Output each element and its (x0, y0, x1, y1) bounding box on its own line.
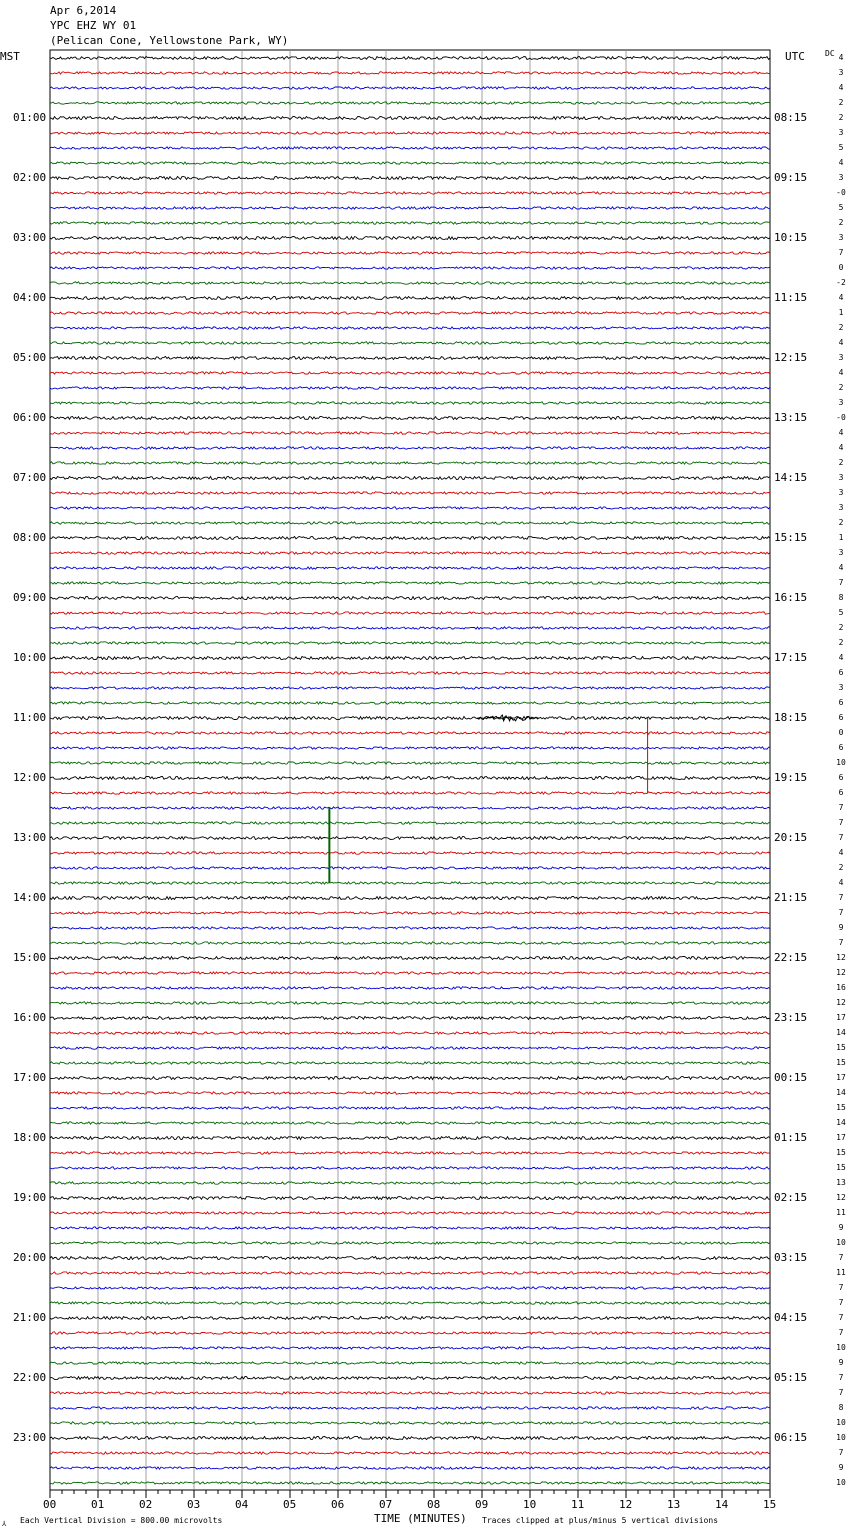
right-hour-label: 11:15 (774, 291, 808, 304)
dc-offset-label: 2 (838, 638, 844, 647)
dc-offset-label: 10 (836, 758, 846, 767)
trace (50, 1212, 770, 1214)
right-hour-label: 14:15 (774, 471, 808, 484)
dc-offset-label: 2 (838, 863, 844, 872)
dc-offset-label: 8 (838, 593, 844, 602)
dc-offset-label: 13 (836, 1178, 846, 1187)
dc-offset-label: 14 (836, 1028, 846, 1037)
left-hour-label: 18:00 (13, 1131, 47, 1144)
dc-offset-label: 4 (838, 368, 844, 377)
trace (50, 1047, 770, 1049)
dc-offset-label: 14 (836, 1118, 846, 1127)
dc-offset-label: 7 (838, 893, 844, 902)
trace (50, 672, 770, 674)
trace (50, 117, 770, 120)
dc-offset-label: 7 (838, 908, 844, 917)
trace (50, 447, 770, 449)
left-hour-label: 17:00 (13, 1071, 47, 1084)
chart-channel: YPC EHZ WY 01 (50, 19, 137, 32)
trace (50, 1182, 770, 1184)
trace (50, 552, 770, 554)
trace (50, 912, 770, 914)
dc-offset-label: 1 (838, 308, 844, 317)
dc-offset-label: 4 (838, 158, 844, 167)
dc-offset-label: 3 (838, 68, 844, 77)
trace (50, 312, 770, 314)
right-hour-label: 21:15 (774, 891, 808, 904)
trace (50, 732, 770, 734)
dc-offset-label: 7 (838, 1283, 844, 1292)
right-hour-label: 08:15 (774, 111, 808, 124)
trace (50, 1152, 770, 1154)
trace (50, 417, 770, 420)
left-hour-label: 21:00 (13, 1311, 47, 1324)
dc-offset-label: 7 (838, 578, 844, 587)
dc-offset-label: 12 (836, 998, 846, 1007)
dc-offset-label: 8 (838, 1403, 844, 1412)
dc-offset-label: 6 (838, 773, 844, 782)
trace (50, 1167, 770, 1169)
left-hour-label: 03:00 (13, 231, 47, 244)
dc-offset-label: 7 (838, 1253, 844, 1262)
trace (50, 477, 770, 480)
trace (50, 702, 770, 704)
left-hour-label: 12:00 (13, 771, 47, 784)
left-hour-label: 07:00 (13, 471, 47, 484)
dc-offset-label: 2 (838, 458, 844, 467)
dc-offset-label: 10 (836, 1478, 846, 1487)
dc-offset-label: 7 (838, 1298, 844, 1307)
x-tick-label: 06 (331, 1498, 345, 1511)
trace (50, 342, 770, 344)
trace (50, 1377, 770, 1380)
trace (50, 747, 770, 749)
right-hour-label: 01:15 (774, 1131, 808, 1144)
x-tick-label: 03 (187, 1498, 201, 1511)
left-hour-label: 16:00 (13, 1011, 47, 1024)
trace (50, 1077, 770, 1080)
dc-offset-label: 2 (838, 113, 844, 122)
dc-offset-label: 2 (838, 98, 844, 107)
trace (50, 1107, 770, 1109)
dc-offset-label: 4 (838, 878, 844, 887)
dc-offset-label: 14 (836, 1088, 846, 1097)
dc-offset-label: 10 (836, 1343, 846, 1352)
x-tick-label: 13 (667, 1498, 681, 1511)
trace (50, 237, 770, 240)
trace (50, 657, 770, 660)
dc-offset-label: 12 (836, 968, 846, 977)
trace (50, 1287, 770, 1289)
right-hour-label: 17:15 (774, 651, 808, 664)
dc-offset-label: 7 (838, 248, 844, 257)
trace (50, 942, 770, 944)
left-hour-label: 20:00 (13, 1251, 47, 1264)
trace (50, 837, 770, 840)
trace (50, 177, 770, 180)
trace (50, 627, 770, 629)
dc-offset-label: 3 (838, 473, 844, 482)
dc-offset-label: 2 (838, 218, 844, 227)
trace (50, 1437, 770, 1440)
x-tick-label: 12 (619, 1498, 633, 1511)
left-hour-label: 05:00 (13, 351, 47, 364)
dc-offset-label: 0 (838, 263, 844, 272)
dc-offset-label: 10 (836, 1418, 846, 1427)
right-hour-label: 12:15 (774, 351, 808, 364)
trace (50, 867, 770, 869)
x-tick-label: 05 (283, 1498, 297, 1511)
x-tick-label: 00 (43, 1498, 57, 1511)
dc-label: DC (825, 49, 835, 58)
left-hour-label: 23:00 (13, 1431, 47, 1444)
right-hour-label: 18:15 (774, 711, 808, 724)
trace (50, 147, 770, 149)
dc-offset-label: 4 (838, 848, 844, 857)
x-tick-label: 07 (379, 1498, 393, 1511)
dc-offset-label: 17 (836, 1133, 846, 1142)
dc-offset-label: 5 (838, 608, 844, 617)
dc-offset-label: 7 (838, 1448, 844, 1457)
trace (50, 1452, 770, 1454)
trace (50, 1032, 770, 1034)
dc-offset-label: 4 (838, 53, 844, 62)
trace (50, 1422, 770, 1424)
x-tick-label: 01 (91, 1498, 105, 1511)
trace (50, 807, 770, 809)
x-tick-label: 02 (139, 1498, 153, 1511)
trace (50, 1062, 770, 1064)
left-hour-label: 22:00 (13, 1371, 47, 1384)
chart-date: Apr 6,2014 (50, 4, 117, 17)
trace (50, 762, 770, 764)
dc-offset-label: -0 (836, 188, 846, 197)
trace (50, 522, 770, 524)
trace (50, 642, 770, 644)
x-tick-label: 10 (523, 1498, 537, 1511)
x-tick-label: 08 (427, 1498, 441, 1511)
trace (50, 1197, 770, 1200)
trace (50, 537, 770, 540)
right-hour-label: 05:15 (774, 1371, 808, 1384)
dc-offset-label: 15 (836, 1058, 846, 1067)
left-hour-label: 02:00 (13, 171, 47, 184)
right-timezone-label: UTC (785, 50, 805, 63)
left-hour-label: 09:00 (13, 591, 47, 604)
trace (50, 102, 770, 104)
trace (50, 1122, 770, 1124)
dc-offset-label: 3 (838, 548, 844, 557)
trace (50, 1137, 770, 1140)
trace (50, 777, 770, 780)
right-hour-label: 09:15 (774, 171, 808, 184)
trace (50, 1362, 770, 1364)
trace (50, 207, 770, 209)
dc-offset-label: -0 (836, 413, 846, 422)
dc-offset-label: 0 (838, 728, 844, 737)
right-hour-label: 10:15 (774, 231, 808, 244)
dc-offset-label: 4 (838, 428, 844, 437)
dc-offset-label: 2 (838, 518, 844, 527)
dc-offset-label: 9 (838, 1358, 844, 1367)
dc-offset-label: 7 (838, 833, 844, 842)
dc-offset-label: 15 (836, 1103, 846, 1112)
dc-offset-label: 15 (836, 1148, 846, 1157)
dc-offset-label: 10 (836, 1238, 846, 1247)
right-hour-label: 19:15 (774, 771, 808, 784)
dc-offset-label: 7 (838, 818, 844, 827)
trace (50, 507, 770, 509)
dc-offset-label: 6 (838, 668, 844, 677)
trace (50, 1317, 770, 1320)
dc-offset-label: 12 (836, 1193, 846, 1202)
dc-offset-label: 4 (838, 443, 844, 452)
trace (50, 357, 770, 360)
dc-offset-label: 7 (838, 938, 844, 947)
trace (50, 882, 770, 884)
trace (50, 717, 770, 720)
dc-offset-label: 3 (838, 353, 844, 362)
dc-offset-label: 11 (836, 1268, 846, 1277)
dc-offset-label: 7 (838, 1313, 844, 1322)
right-hour-label: 16:15 (774, 591, 808, 604)
right-hour-label: 22:15 (774, 951, 808, 964)
trace (50, 957, 770, 960)
trace (50, 897, 770, 900)
trace (50, 432, 770, 434)
trace (50, 462, 770, 464)
dc-offset-label: 7 (838, 803, 844, 812)
trace (50, 282, 770, 284)
dc-offset-label: 4 (838, 563, 844, 572)
x-axis-label: TIME (MINUTES) (374, 1512, 467, 1525)
right-hour-label: 06:15 (774, 1431, 808, 1444)
trace (50, 1242, 770, 1244)
trace (50, 1407, 770, 1409)
scale-note: Each Vertical Division = 800.00 microvolts (20, 1516, 223, 1525)
dc-offset-label: -2 (836, 278, 846, 287)
trace (50, 1467, 770, 1469)
trace (50, 687, 770, 689)
trace (50, 1227, 770, 1229)
right-hour-label: 00:15 (774, 1071, 808, 1084)
trace (50, 1302, 770, 1304)
dc-offset-label: 6 (838, 788, 844, 797)
dc-offset-label: 5 (838, 143, 844, 152)
right-hour-label: 20:15 (774, 831, 808, 844)
left-hour-label: 06:00 (13, 411, 47, 424)
dc-offset-label: 5 (838, 203, 844, 212)
left-hour-label: 10:00 (13, 651, 47, 664)
dc-offset-label: 3 (838, 398, 844, 407)
trace (50, 567, 770, 569)
trace (50, 402, 770, 404)
trace (50, 252, 770, 254)
dc-offset-label: 11 (836, 1208, 846, 1217)
dc-offset-label: 4 (838, 653, 844, 662)
trace (50, 1347, 770, 1349)
chart-location: (Pelican Cone, Yellowstone Park, WY) (50, 34, 289, 47)
event-burst (477, 715, 538, 721)
trace (50, 822, 770, 824)
trace (50, 612, 770, 614)
right-hour-label: 03:15 (774, 1251, 808, 1264)
dc-offset-label: 9 (838, 1463, 844, 1472)
trace (50, 1332, 770, 1334)
dc-offset-label: 4 (838, 83, 844, 92)
trace (50, 297, 770, 300)
right-hour-label: 02:15 (774, 1191, 808, 1204)
dc-offset-label: 3 (838, 488, 844, 497)
trace (50, 222, 770, 224)
trace (50, 492, 770, 494)
dc-offset-label: 17 (836, 1073, 846, 1082)
dc-offset-label: 17 (836, 1013, 846, 1022)
trace (50, 597, 770, 600)
left-timezone-label: MST (0, 50, 20, 63)
trace (50, 132, 770, 134)
trace (50, 57, 770, 60)
dc-offset-label: 16 (836, 983, 846, 992)
dc-offset-label: 3 (838, 233, 844, 242)
dc-offset-label: 9 (838, 923, 844, 932)
dc-offset-label: 4 (838, 338, 844, 347)
dc-offset-label: 7 (838, 1328, 844, 1337)
trace (50, 192, 770, 194)
trace (50, 87, 770, 89)
seismic-events (329, 715, 647, 883)
trace (50, 1017, 770, 1020)
dc-offset-label: 1 (838, 533, 844, 542)
dc-offset-label: 2 (838, 623, 844, 632)
right-hour-label: 13:15 (774, 411, 808, 424)
trace (50, 1482, 770, 1484)
right-hour-label: 15:15 (774, 531, 808, 544)
left-hour-label: 08:00 (13, 531, 47, 544)
trace (50, 327, 770, 329)
dc-offset-label: 3 (838, 503, 844, 512)
seismic-traces (50, 57, 770, 1485)
trace (50, 387, 770, 389)
x-tick-label: 04 (235, 1498, 249, 1511)
trace (50, 927, 770, 929)
x-tick-label: 11 (571, 1498, 585, 1511)
legend-mark: ⅄ (2, 1520, 7, 1528)
left-hour-label: 04:00 (13, 291, 47, 304)
dc-offset-label: 6 (838, 743, 844, 752)
x-axis (50, 1490, 770, 1498)
trace (50, 852, 770, 854)
clip-note: Traces clipped at plus/minus 5 vertical divisions (482, 1516, 719, 1525)
x-tick-label: 15 (763, 1498, 777, 1511)
left-hour-label: 13:00 (13, 831, 47, 844)
trace (50, 372, 770, 374)
trace (50, 162, 770, 164)
dc-offset-label: 7 (838, 1388, 844, 1397)
dc-offset-label: 6 (838, 698, 844, 707)
dc-offset-label: 15 (836, 1043, 846, 1052)
dc-offset-label: 3 (838, 128, 844, 137)
trace (50, 72, 770, 74)
dc-offset-label: 3 (838, 173, 844, 182)
trace (50, 1272, 770, 1274)
x-tick-label: 09 (475, 1498, 489, 1511)
trace (50, 1257, 770, 1260)
trace (50, 1092, 770, 1094)
left-hour-label: 01:00 (13, 111, 47, 124)
dc-offset-label: 15 (836, 1163, 846, 1172)
trace (50, 267, 770, 269)
dc-offset-label: 7 (838, 1373, 844, 1382)
left-hour-label: 14:00 (13, 891, 47, 904)
trace (50, 1392, 770, 1394)
trace (50, 792, 770, 794)
left-hour-label: 15:00 (13, 951, 47, 964)
trace (50, 582, 770, 584)
trace (50, 972, 770, 974)
x-tick-label: 14 (715, 1498, 729, 1511)
right-hour-label: 04:15 (774, 1311, 808, 1324)
trace (50, 1002, 770, 1004)
dc-offset-label: 4 (838, 293, 844, 302)
dc-offset-label: 10 (836, 1433, 846, 1442)
trace (50, 987, 770, 989)
dc-offset-label: 6 (838, 713, 844, 722)
right-hour-label: 23:15 (774, 1011, 808, 1024)
left-hour-label: 11:00 (13, 711, 47, 724)
dc-offset-label: 3 (838, 683, 844, 692)
left-hour-label: 19:00 (13, 1191, 47, 1204)
dc-offset-label: 2 (838, 383, 844, 392)
dc-offset-label: 2 (838, 323, 844, 332)
dc-offset-label: 12 (836, 953, 846, 962)
dc-offset-label: 9 (838, 1223, 844, 1232)
